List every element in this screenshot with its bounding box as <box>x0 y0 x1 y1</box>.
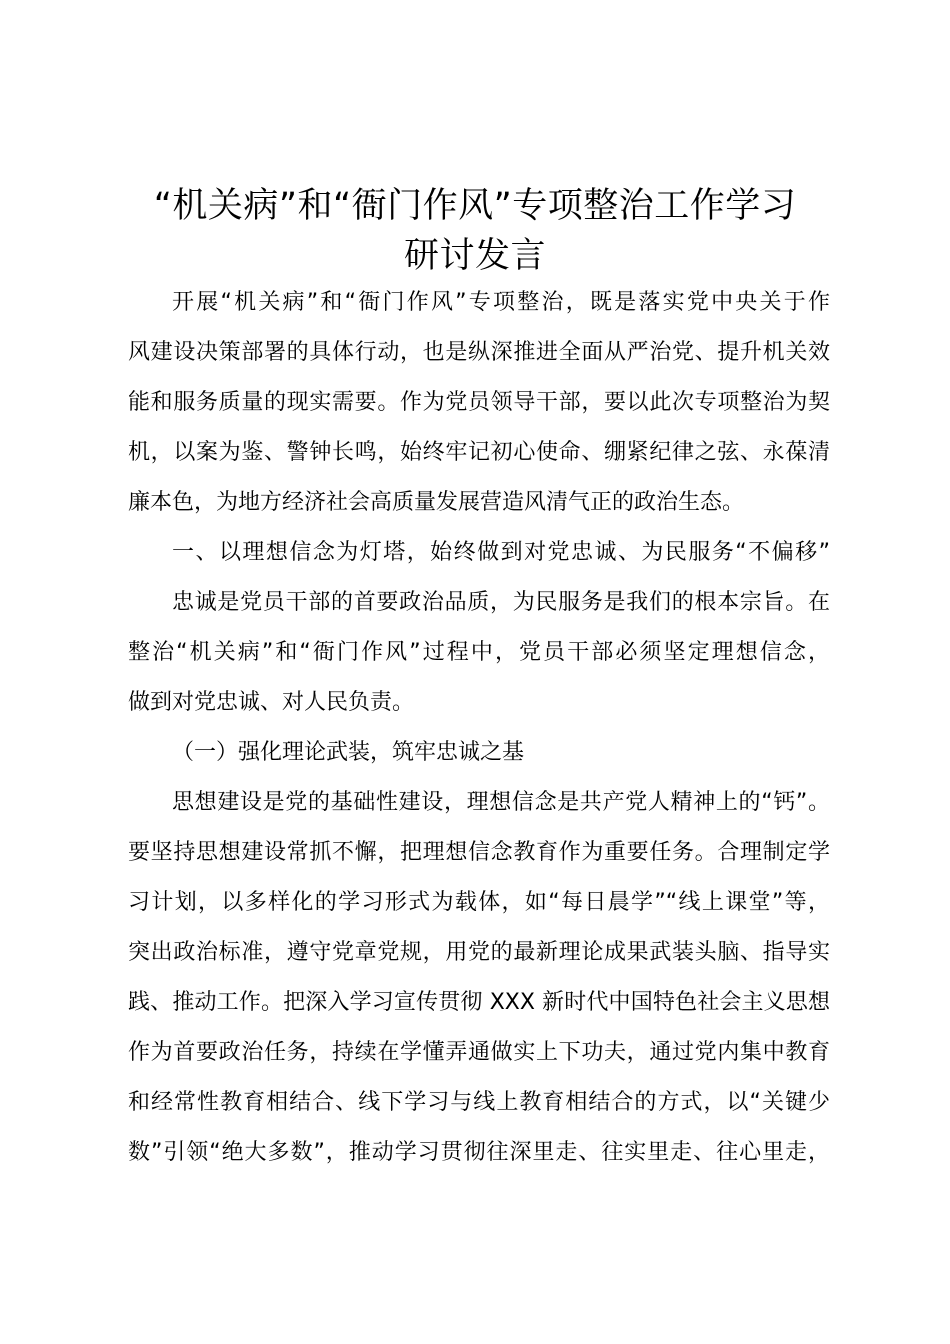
paragraph-2-line-2: 整治“机关病”和“衙门作风”过程中，党员干部必须坚定理想信念， <box>128 640 830 665</box>
paragraph-1-line-3: 能和服务质量的现实需要。作为党员领导干部，要以此次专项整治为契 <box>128 390 830 415</box>
paragraph-1-line-2: 风建设决策部署的具体行动，也是纵深推进全面从严治党、提升机关效 <box>128 340 830 365</box>
document-title-line-1: “机关病”和“衙门作风”专项整治工作学习 <box>153 186 797 226</box>
paragraph-3-line-3: 习计划，以多样化的学习形式为载体，如“每日晨学”“线上课堂”等， <box>128 890 830 915</box>
paragraph-3-line-8: 数”引领“绝大多数”，推动学习贯彻往深里走、往实里走、往心里走， <box>128 1140 830 1165</box>
paragraph-3-line-5: 践、推动工作。把深入学习宣传贯彻 XXX 新时代中国特色社会主义思想 <box>128 990 830 1015</box>
document-title-line-2: 研讨发言 <box>403 236 546 276</box>
paragraph-3-line-2: 要坚持思想建设常抓不懈，把理想信念教育作为重要任务。合理制定学 <box>128 840 830 865</box>
paragraph-3-line-4: 突出政治标准，遵守党章党规，用党的最新理论成果武装头脑、指导实 <box>128 940 830 965</box>
paragraph-1-line-5: 廉本色，为地方经济社会高质量发展营造风清气正的政治生态。 <box>128 490 745 515</box>
paragraph-1-line-4: 机，以案为鉴、警钟长鸣，始终牢记初心使命、绷紧纪律之弦、永葆清 <box>128 440 830 465</box>
subsection-heading-1: （一）强化理论武装，筑牢忠诚之基 <box>172 740 525 765</box>
paragraph-1-line-1: 开展“机关病”和“衙门作风”专项整治，既是落实党中央关于作 <box>172 290 830 315</box>
paragraph-3-line-6: 作为首要政治任务，持续在学懂弄通做实上下功夫，通过党内集中教育 <box>128 1040 830 1065</box>
paragraph-2-line-1: 忠诚是党员干部的首要政治品质，为民服务是我们的根本宗旨。在 <box>172 590 830 615</box>
paragraph-3-line-7: 和经常性教育相结合、线下学习与线上教育相结合的方式，以“关键少 <box>128 1090 830 1115</box>
paragraph-3-line-1: 思想建设是党的基础性建设，理想信念是共产党人精神上的“钙”。 <box>172 790 830 815</box>
section-heading-1: 一、以理想信念为灯塔，始终做到对党忠诚、为民服务“不偏移” <box>172 540 830 565</box>
paragraph-2-line-3: 做到对党忠诚、对人民负责。 <box>128 690 415 715</box>
